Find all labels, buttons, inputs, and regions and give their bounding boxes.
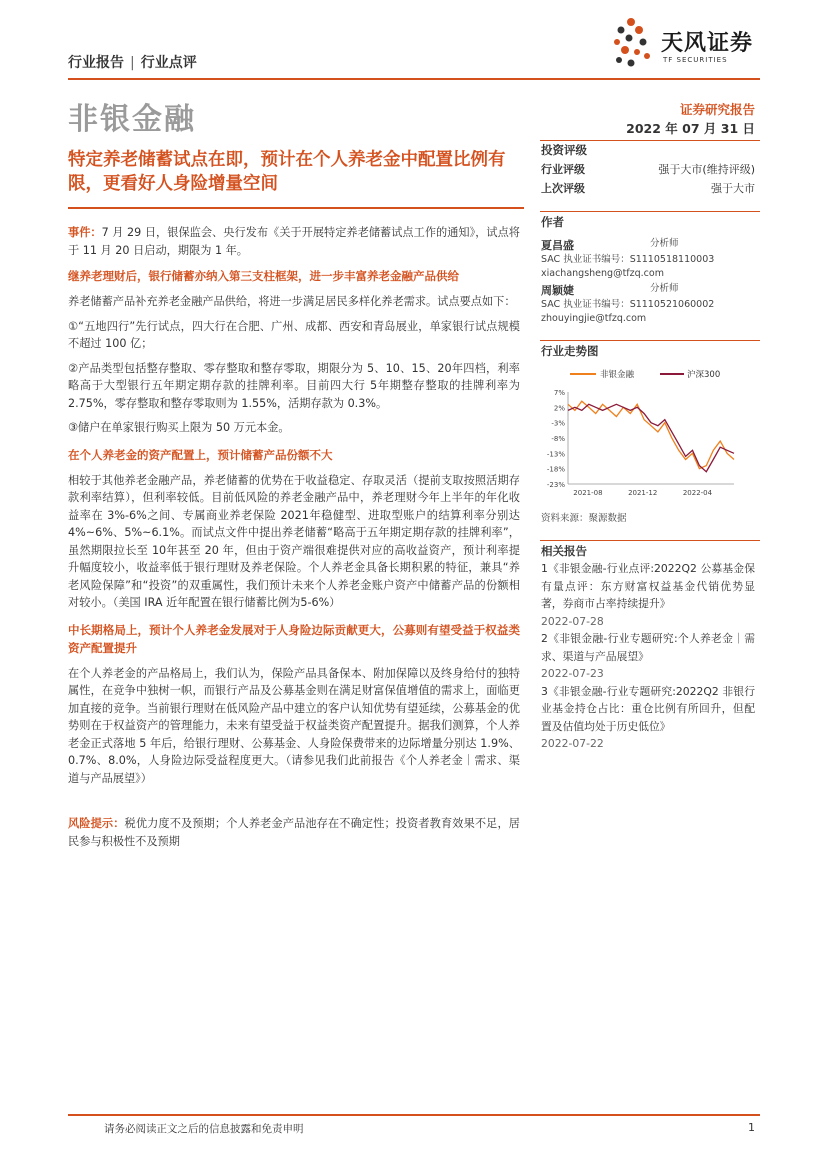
rating-heading: 投资评级	[541, 143, 587, 157]
industry-rating-label: 行业评级	[541, 163, 585, 176]
sidebar-divider	[540, 140, 760, 141]
page-number: 1	[748, 1121, 755, 1134]
y-tick-label: -18%	[546, 465, 565, 474]
x-tick-label: 2022-04	[682, 489, 713, 497]
analyst-2	[541, 282, 755, 325]
breadcrumb-subcategory: 行业点评	[140, 55, 197, 71]
report-date: 2022 年 07 月 31 日	[626, 121, 755, 136]
prev-rating-row	[541, 180, 755, 196]
y-tick-label: 7%	[553, 389, 565, 397]
y-tick-label: 2%	[553, 404, 565, 413]
analyst-title: 分析师	[650, 238, 679, 249]
breadcrumb: 行业报告 | 行业点评	[68, 55, 197, 71]
sector-title: 非银金融	[68, 102, 196, 137]
logo-text: 天风证券	[661, 31, 754, 56]
headline: 特定养老储蓄试点在即，预计在个人养老金中配置比例有限，更看好人身险增量空间	[68, 150, 506, 194]
y-tick-label: -13%	[546, 450, 565, 459]
logo-subtext: TF SECURITIES	[663, 56, 728, 64]
trend-chart	[538, 362, 760, 504]
event-text: 7 月 29 日，银保监会、央行发布《关于开展特定养老储蓄试点工作的通知》，试点将于 11 月 20 日启动，期限为 1 年。	[68, 226, 520, 257]
company-logo	[611, 16, 761, 72]
y-tick-label: -23%	[546, 481, 565, 489]
prev-rating-value: 强于大市	[711, 182, 755, 195]
related-reports	[541, 560, 755, 753]
industry-rating-value: 强于大市(维持评级)	[658, 163, 755, 176]
analyst-name: 夏昌盛	[541, 239, 574, 252]
section2-text: 相较于其他养老金融产品，养老储蓄的优势在于收益稳定、存取灵活（提前支取按照活期存款利率结算），但利率较低。目前低风险的养老金融产品中，养老理财今年上半年的年化收益率在 3%-6%之间、专属商业养老保险 2021年稳健型、进取型账户的结算利率分别达 4%~6%、5%~6.1%。而试点文件中提出养老储蓄“略高于五年期定期存款的挂牌利率”，虽然期限拉长至 10年甚至 20 年，但由于资产端很难提供对应的高收益资产，预计利率提升幅度较小，收益率低于银行理财及养老保险。个人养老金具备长期积累的特征，兼具“养老风险保障”和“投资”的双重属性，我们预计未来个人养老金账户资产中储蓄产品的份额相对较小。（美国 IRA 近年配置在银行储蓄比例为5-6%）	[68, 473, 520, 609]
chart-plot-area	[547, 389, 734, 497]
y-tick-label: -8%	[551, 435, 565, 443]
footer-divider	[68, 1114, 760, 1116]
point-2: ②产品类型包括整存整取、零存整取和整存零取，期限分为 5、10、15、20年四档，利率略高于大型银行五年期定期存款的挂牌利率。目前四大行 5年期整存整取的挂牌利率为 2.75%，零存整取和整存零取则为 1.55%，活期存款为 0.3%。	[68, 361, 520, 410]
disclaimer-note: 请务必阅读正文之后的信息披露和免责申明	[104, 1123, 304, 1135]
analyst-name: 周颖婕	[541, 284, 574, 297]
related-item[interactable]	[541, 560, 755, 630]
y-tick-label: -3%	[551, 419, 565, 428]
headline-divider	[68, 207, 524, 209]
analyst-email[interactable]: xiachangsheng@tfzq.com	[541, 267, 664, 279]
section1-intro: 养老储蓄产品补充养老金融产品供给，将进一步满足居民多样化养老需求。试点要点如下：	[68, 295, 516, 308]
report-type: 证券研究报告	[679, 102, 755, 117]
header-divider	[68, 78, 760, 80]
authors-heading: 作者	[541, 215, 564, 229]
point-1: ①“五地四行”先行试点，四大行在合肥、广州、成都、西安和青岛展业，单家银行试点规模不超过 100 亿；	[68, 319, 520, 350]
series-line-2	[568, 404, 734, 471]
authors-divider	[540, 211, 760, 212]
related-item-title[interactable]: 2《非银金融-行业专题研究:个人养老金｜需求、渠道与产品展望》	[541, 632, 755, 663]
related-item-title[interactable]: 3《非银金融-行业专题研究:2022Q2 非银行业基金持仓占比：重仓比例有所回升，但配置及估值均处于历史低位》	[541, 684, 755, 733]
related-item[interactable]	[541, 630, 755, 683]
series-line-1	[568, 401, 734, 469]
prev-rating-label: 上次评级	[541, 182, 585, 195]
analyst-email[interactable]: zhouyingjie@tfzq.com	[541, 312, 647, 324]
event-label: 事件：	[68, 226, 102, 239]
legend-label-series-2: 沪深300	[687, 370, 721, 380]
analyst-sac: SAC 执业证书编号：S1110518110003	[541, 254, 715, 265]
analyst-1	[541, 237, 755, 280]
section-heading-2: 在个人养老金的资产配置上，预计储蓄产品份额不大	[68, 447, 333, 462]
analyst-sac: SAC 执业证书编号：S1110521060002	[541, 299, 715, 310]
related-heading: 相关报告	[541, 544, 587, 558]
risk-text: 税优力度不及预期；个人养老金产品池存在不确定性；投资者教育效果不足，居民参与积极性不及预期	[68, 817, 520, 848]
related-item-date: 2022-07-28	[541, 614, 604, 628]
main-content	[68, 224, 520, 850]
analyst-title: 分析师	[650, 283, 679, 294]
legend-label-series-1: 非银金融	[600, 370, 635, 380]
x-tick-label: 2021-08	[573, 489, 603, 497]
related-item-date: 2022-07-23	[541, 667, 604, 680]
section-heading-3: 中长期格局上，预计个人养老金发展对于人身险边际贡献更大，公募则有望受益于权益类资产配置提升	[68, 622, 520, 655]
related-item[interactable]	[541, 683, 755, 753]
logo-mark-icon	[611, 16, 655, 68]
x-tick-label: 2021-12	[628, 489, 658, 497]
breadcrumb-category: 行业报告	[68, 55, 124, 71]
chart-source: 资料来源：聚源数据	[541, 513, 627, 524]
related-divider	[540, 540, 760, 541]
risk-paragraph	[68, 815, 520, 850]
chart-legend	[570, 369, 720, 380]
event-paragraph	[68, 224, 520, 259]
trend-heading: 行业走势图	[541, 344, 599, 358]
trend-divider	[540, 340, 760, 341]
related-item-title[interactable]: 1《非银金融-行业点评:2022Q2 公募基金保有量点评：东方财富权益基金代销优势显著，券商市占率持续提升》	[541, 562, 755, 610]
risk-label: 风险提示：	[68, 817, 125, 830]
industry-rating-row	[541, 161, 755, 177]
section3-text: 在个人养老金的产品格局上，我们认为，保险产品具备保本、附加保障以及终身给付的独特属性，在竞争中独树一帜，而银行产品及公募基金则在满足财富保值增值的需求上，面临更加直接的竞争。当前银行理财在低风险产品中建立的客户认知优势有望延续，公募基金的优势则在于权益资产的管理能力，未来有望受益于权益类资产配置提升。据我们测算，个人养老金正式落地 5 年后，给银行理财、公募基金、人身险保费带来的边际增量分别达 1.9%、0.7%、8.0%，人身险边际受益程度更大。（请参见我们此前报告《个人养老金｜需求、渠道与产品展望》）	[68, 666, 520, 785]
related-item-date: 2022-07-22	[541, 737, 604, 750]
point-3: ③储户在单家银行购买上限为 50 万元本金。	[68, 421, 290, 434]
section-heading-1: 继养老理财后，银行储蓄亦纳入第三支柱框架，进一步丰富养老金融产品供给	[68, 269, 459, 283]
